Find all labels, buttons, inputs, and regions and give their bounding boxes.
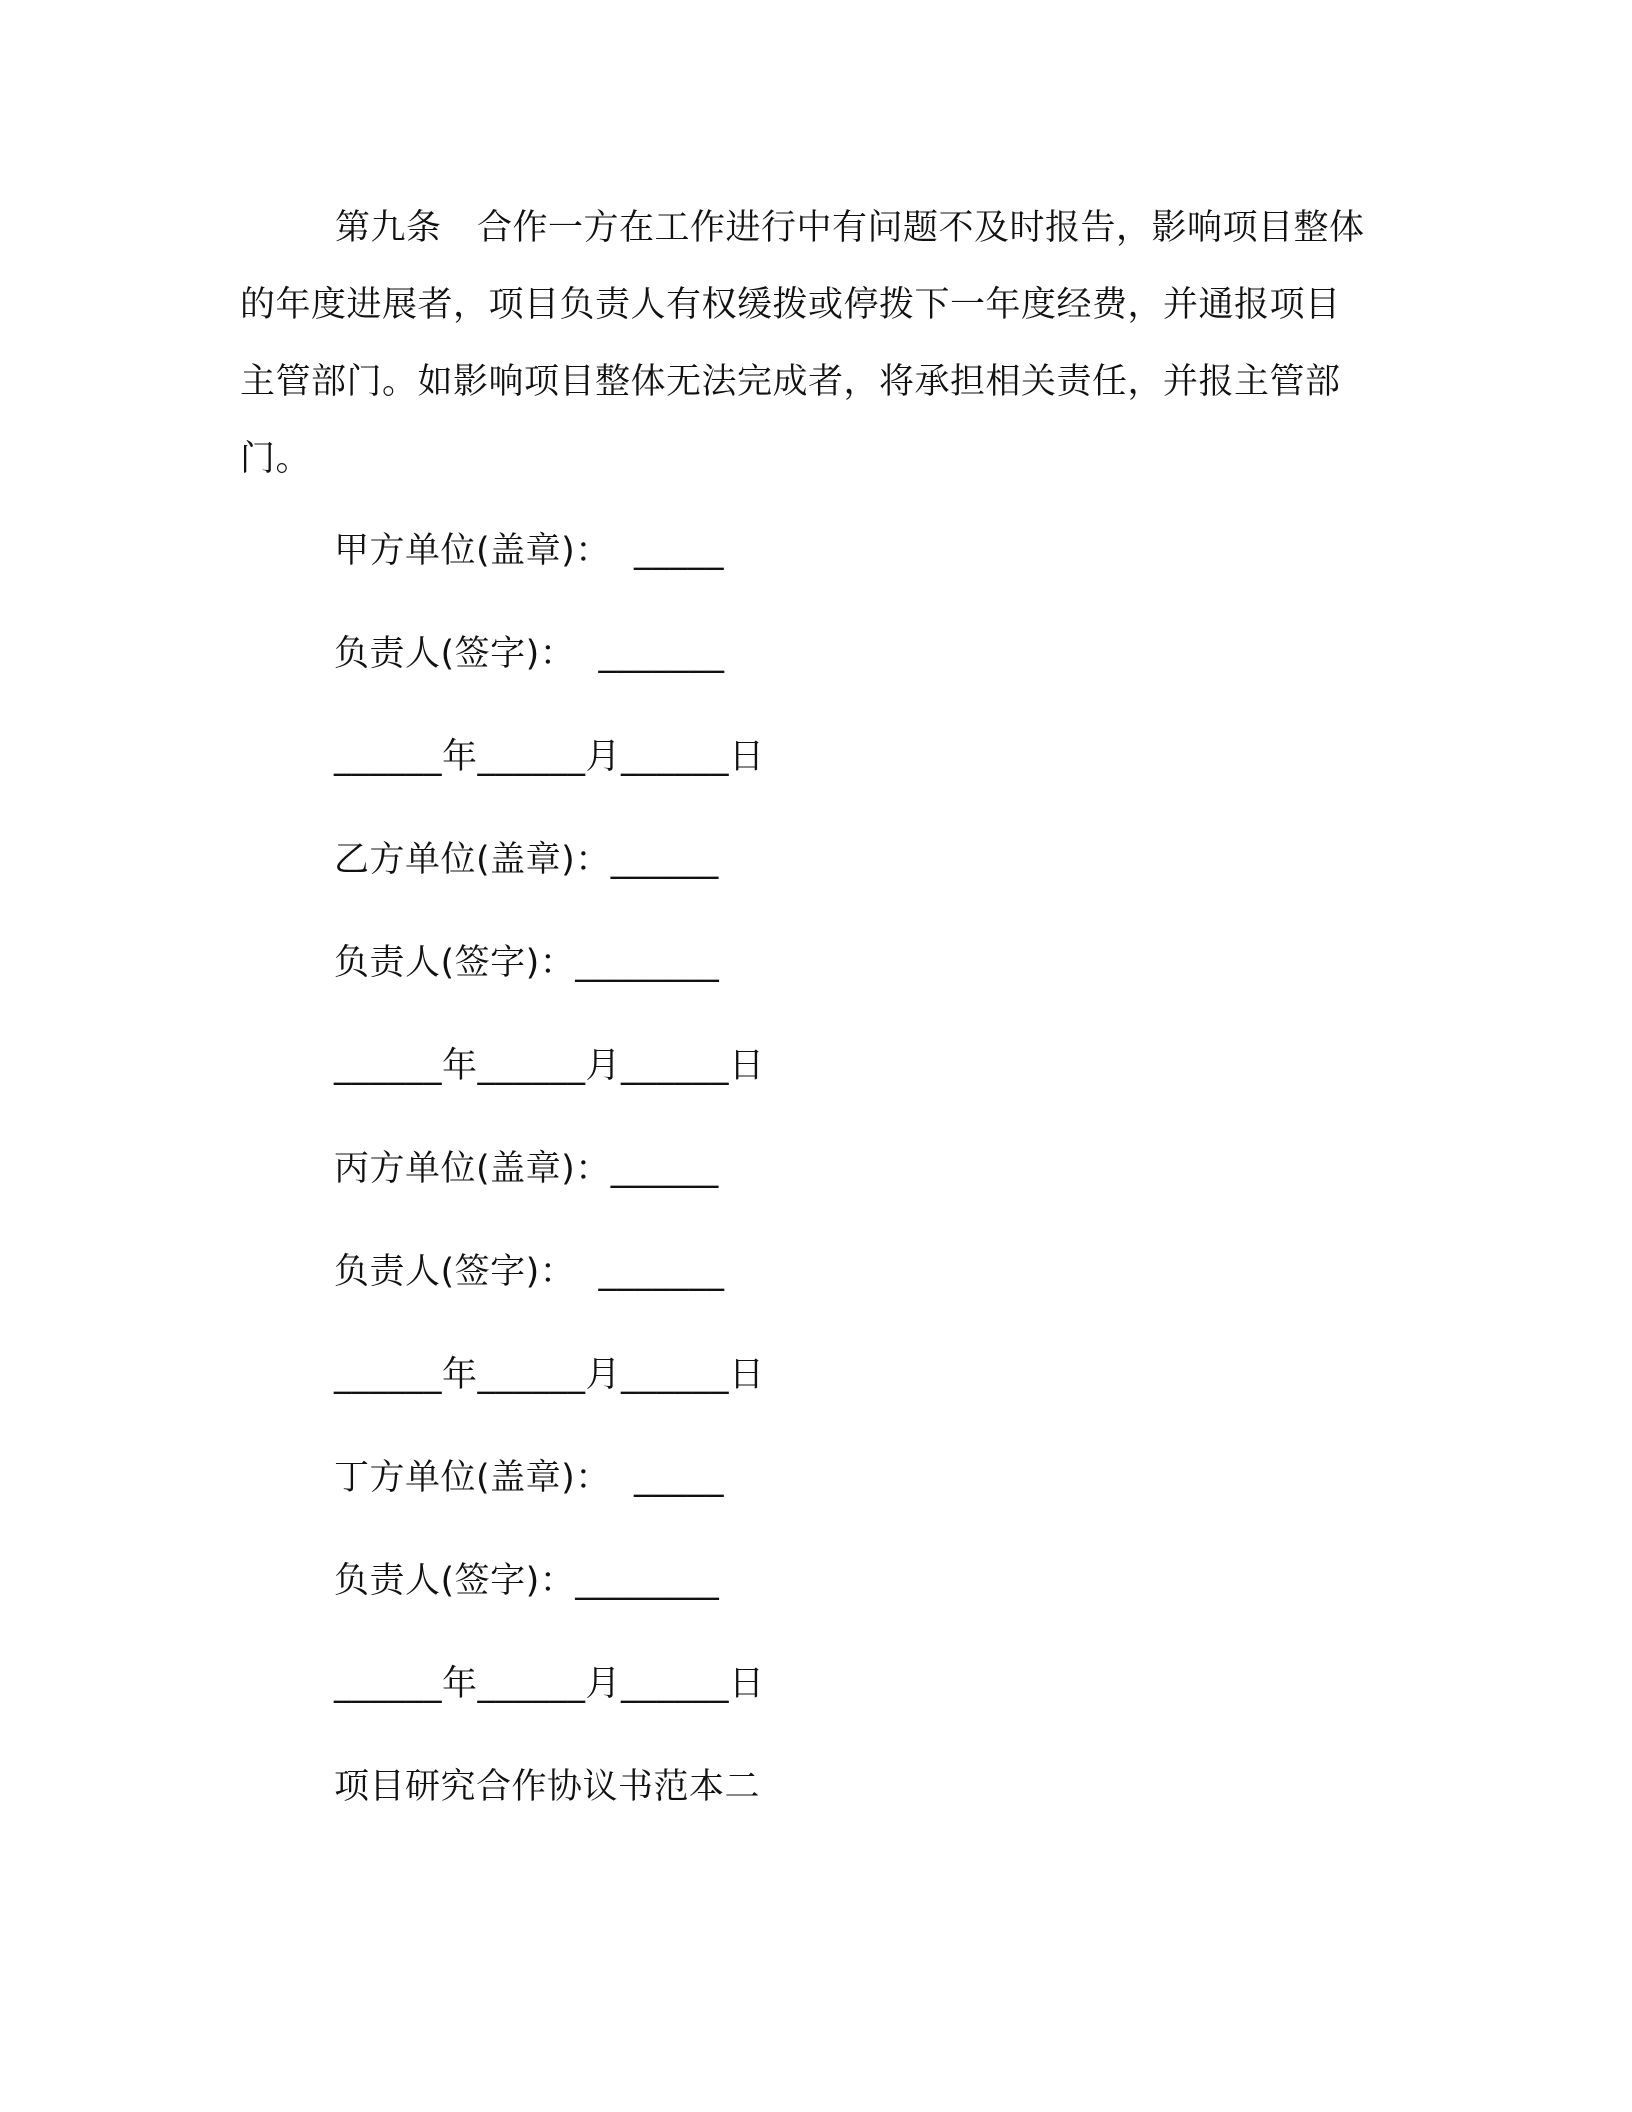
party-a-unit-line: 甲方单位(盖章)： _____ bbox=[334, 531, 725, 571]
party-d-person-line: 负责人(签字)：________ bbox=[334, 1561, 720, 1601]
party-c-date-line: ______年______月______日 bbox=[334, 1355, 765, 1395]
party-c-unit-line: 丙方单位(盖章)：______ bbox=[334, 1149, 719, 1189]
party-b-unit-line: 乙方单位(盖章)：______ bbox=[334, 840, 719, 880]
party-b-person-line: 负责人(签字)：________ bbox=[334, 943, 720, 983]
party-d-unit-line: 丁方单位(盖章)： _____ bbox=[334, 1458, 725, 1498]
party-b-date-line: ______年______月______日 bbox=[334, 1046, 765, 1086]
party-c-person-line: 负责人(签字)： _______ bbox=[334, 1252, 725, 1292]
next-section-title: 项目研究合作协议书范本二 bbox=[334, 1767, 761, 1807]
article-nine-paragraph: 第九条 合作一方在工作进行中有问题不及时报告，影响项目整体的年度进展者，项目负责人有权缓拨或停拨下一年度经费，并通报项目主管部门。如影响项目整体无法完成者，将承担相关责任，并报主管部门。 bbox=[240, 208, 1365, 479]
party-a-person-line: 负责人(签字)： _______ bbox=[334, 634, 725, 674]
party-d-date-line: ______年______月______日 bbox=[334, 1664, 765, 1704]
party-a-date-line: ______年______月______日 bbox=[334, 737, 765, 777]
